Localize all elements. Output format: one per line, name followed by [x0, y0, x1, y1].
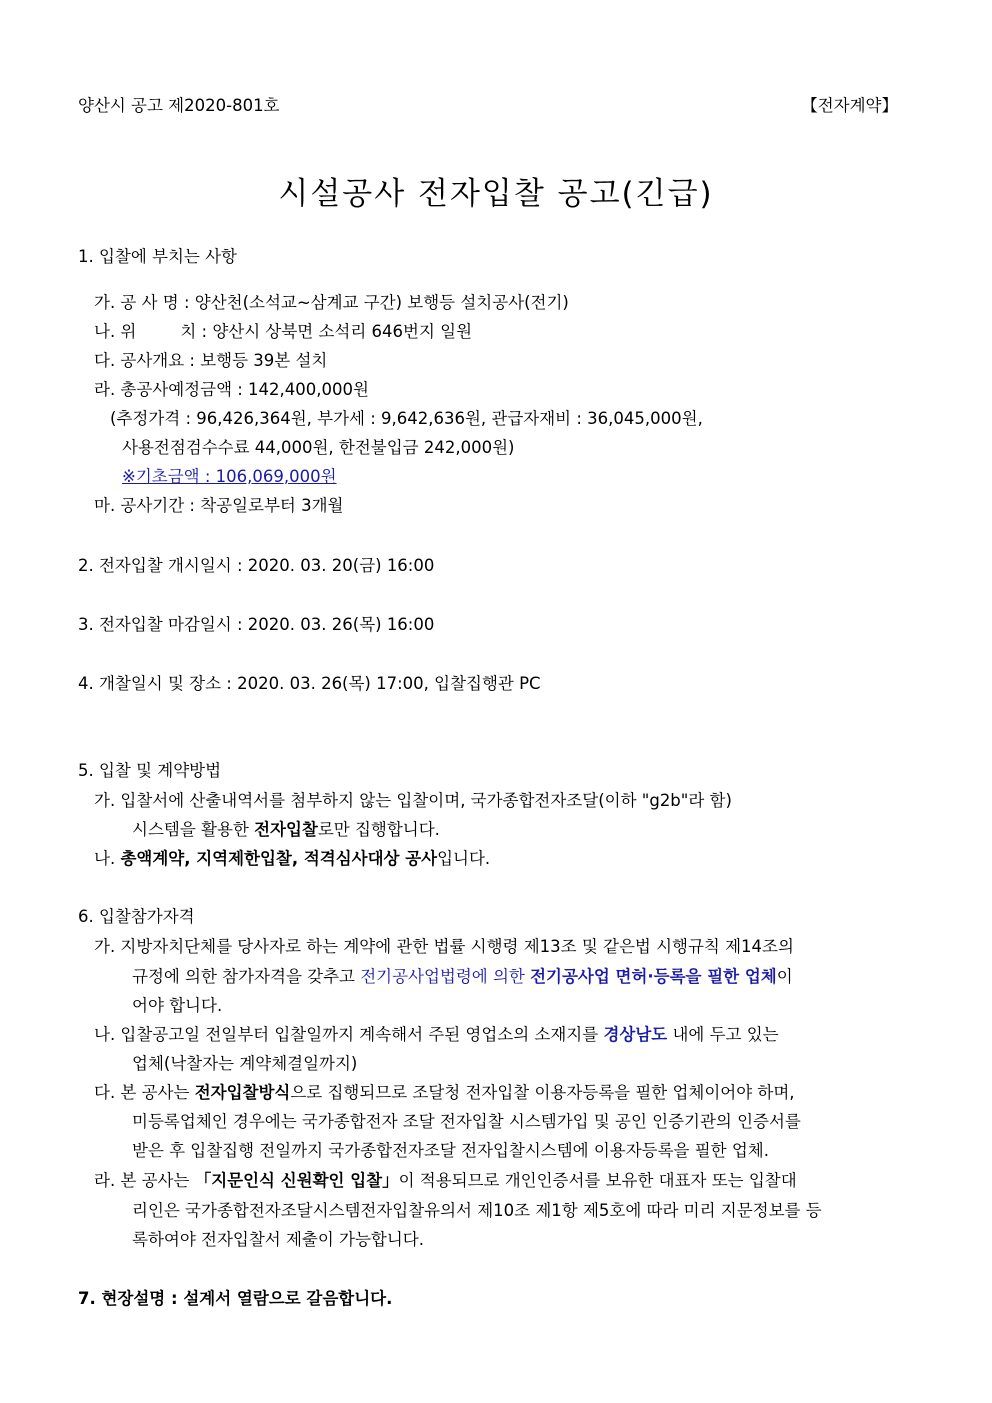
section-2-bid-open-time: 2. 전자입찰 개시일시 : 2020. 03. 20(금) 16:00 — [78, 556, 435, 575]
qualification-ra-line-1 — [94, 1170, 797, 1192]
cost-breakdown-line-2: 사용전점검수수료 44,000원, 한전불입금 242,000원) — [122, 438, 515, 457]
qualification-na-line-2: 업체(낙찰자는 계약체결일까지) — [132, 1054, 358, 1073]
fingerprint-text-end: 이 적용되므로 개인인증서를 보유한 대표자 또는 입찰대 — [398, 1171, 797, 1190]
location-text: 치 : 양산시 상북면 소석리 646번지 일원 — [180, 322, 473, 341]
bid-method-line-1: 가. 입찰서에 산출내역서를 첨부하지 않는 입찰이며, 국가종합전자조달(이하 "g2b"라 함) — [94, 791, 732, 810]
total-estimated-cost: 라. 총공사예정금액 : 142,400,000원 — [94, 380, 369, 399]
qualification-ga-line-1: 가. 지방자치단체를 당사자로 하는 계약에 관한 법률 시행령 제13조 및 같은법 시행규칙 제14조의 — [94, 937, 794, 956]
fingerprint-emphasis: 「지문인식 신원확인 입찰」 — [194, 1171, 399, 1190]
base-amount: ※기초금액 : 106,069,000원 — [122, 467, 337, 486]
project-name: 가. 공 사 명 : 양산천(소석교~삼계교 구간) 보행등 설치공사(전기) — [94, 293, 569, 312]
qualification-ga-line-2 — [132, 966, 793, 988]
section-5-heading: 5. 입찰 및 계약방법 — [78, 761, 222, 780]
region-text-end: 내에 두고 있는 — [667, 1025, 779, 1044]
qualification-da-line-1 — [94, 1082, 795, 1104]
contract-type-label: 【전자계약】 — [801, 96, 898, 115]
qualification-law-reference: 전기공사업법령에 의한 — [360, 967, 531, 986]
qualification-na-line-1 — [94, 1024, 779, 1046]
qualification-da-line-2: 미등록업체인 경우에는 국가종합전자 조달 전자입찰 시스템가입 및 공인 인증기관의 인증서를 — [132, 1112, 801, 1131]
bid-method-line-2 — [132, 819, 440, 841]
contract-method — [94, 848, 490, 870]
registration-emphasis: 전자입찰방식 — [194, 1083, 291, 1102]
qualification-text: 규정에 의한 참가자격을 갖추고 — [132, 967, 361, 986]
section-7-site-explanation: 7. 현장설명 : 설계서 열람으로 갈음합니다. — [78, 1289, 393, 1308]
fingerprint-text: 라. 본 공사는 — [94, 1171, 195, 1190]
notice-number: 양산시 공고 제2020-801호 — [78, 96, 280, 115]
bid-method-emphasis: 전자입찰 — [254, 820, 318, 839]
project-location — [94, 321, 472, 343]
qualification-ra-line-3: 록하여야 전자입찰서 제출이 가능합니다. — [132, 1230, 424, 1249]
region-text: 나. 입찰공고일 전일부터 입찰일까지 계속해서 주된 영업소의 소재지를 — [94, 1025, 604, 1044]
section-1-heading: 1. 입찰에 부치는 사항 — [78, 247, 237, 266]
bid-method-text: 시스템을 활용한 — [132, 820, 255, 839]
bid-method-text-end: 로만 집행합니다. — [317, 820, 440, 839]
registration-text-end: 으로 집행되므로 조달청 전자입찰 이용자등록을 필한 업체이어야 하며, — [290, 1083, 795, 1102]
qualification-ra-line-2: 리인은 국가종합전자조달시스템전자입찰유의서 제10조 제1항 제5호에 따라 미리 지문정보를 등 — [132, 1201, 822, 1220]
contract-method-emphasis: 총액계약, 지역제한입찰, 적격심사대상 공사 — [120, 849, 438, 868]
section-4-opening-time-place: 4. 개찰일시 및 장소 : 2020. 03. 26(목) 17:00, 입찰집행관 PC — [78, 674, 541, 693]
construction-period: 마. 공사기간 : 착공일로부터 3개월 — [94, 496, 344, 515]
registration-text: 다. 본 공사는 — [94, 1083, 195, 1102]
region-emphasis: 경상남도 — [603, 1025, 668, 1044]
qualification-ga-line-3: 어야 합니다. — [132, 996, 223, 1015]
qualification-license-emphasis: 전기공사업 면허·등록을 필한 업체 — [530, 967, 777, 986]
location-label: 나. 위 — [94, 322, 137, 341]
cost-breakdown-line-1: (추정가격 : 96,426,364원, 부가세 : 9,642,636원, 관급자재비 : 36,045,000원, — [110, 409, 703, 428]
document-title: 시설공사 전자입찰 공고(긴급) — [278, 176, 714, 212]
contract-method-suffix: 입니다. — [437, 849, 491, 868]
project-summary: 다. 공사개요 : 보행등 39본 설치 — [94, 351, 328, 370]
section-6-heading: 6. 입찰참가자격 — [78, 907, 195, 926]
contract-method-prefix: 나. — [94, 849, 121, 868]
qualification-text-end: 이 — [776, 967, 793, 986]
section-3-bid-close-time: 3. 전자입찰 마감일시 : 2020. 03. 26(목) 16:00 — [78, 615, 435, 634]
qualification-da-line-3: 받은 후 입찰집행 전일까지 국가종합전자조달 전자입찰시스템에 이용자등록을 필한 업체. — [132, 1141, 769, 1160]
